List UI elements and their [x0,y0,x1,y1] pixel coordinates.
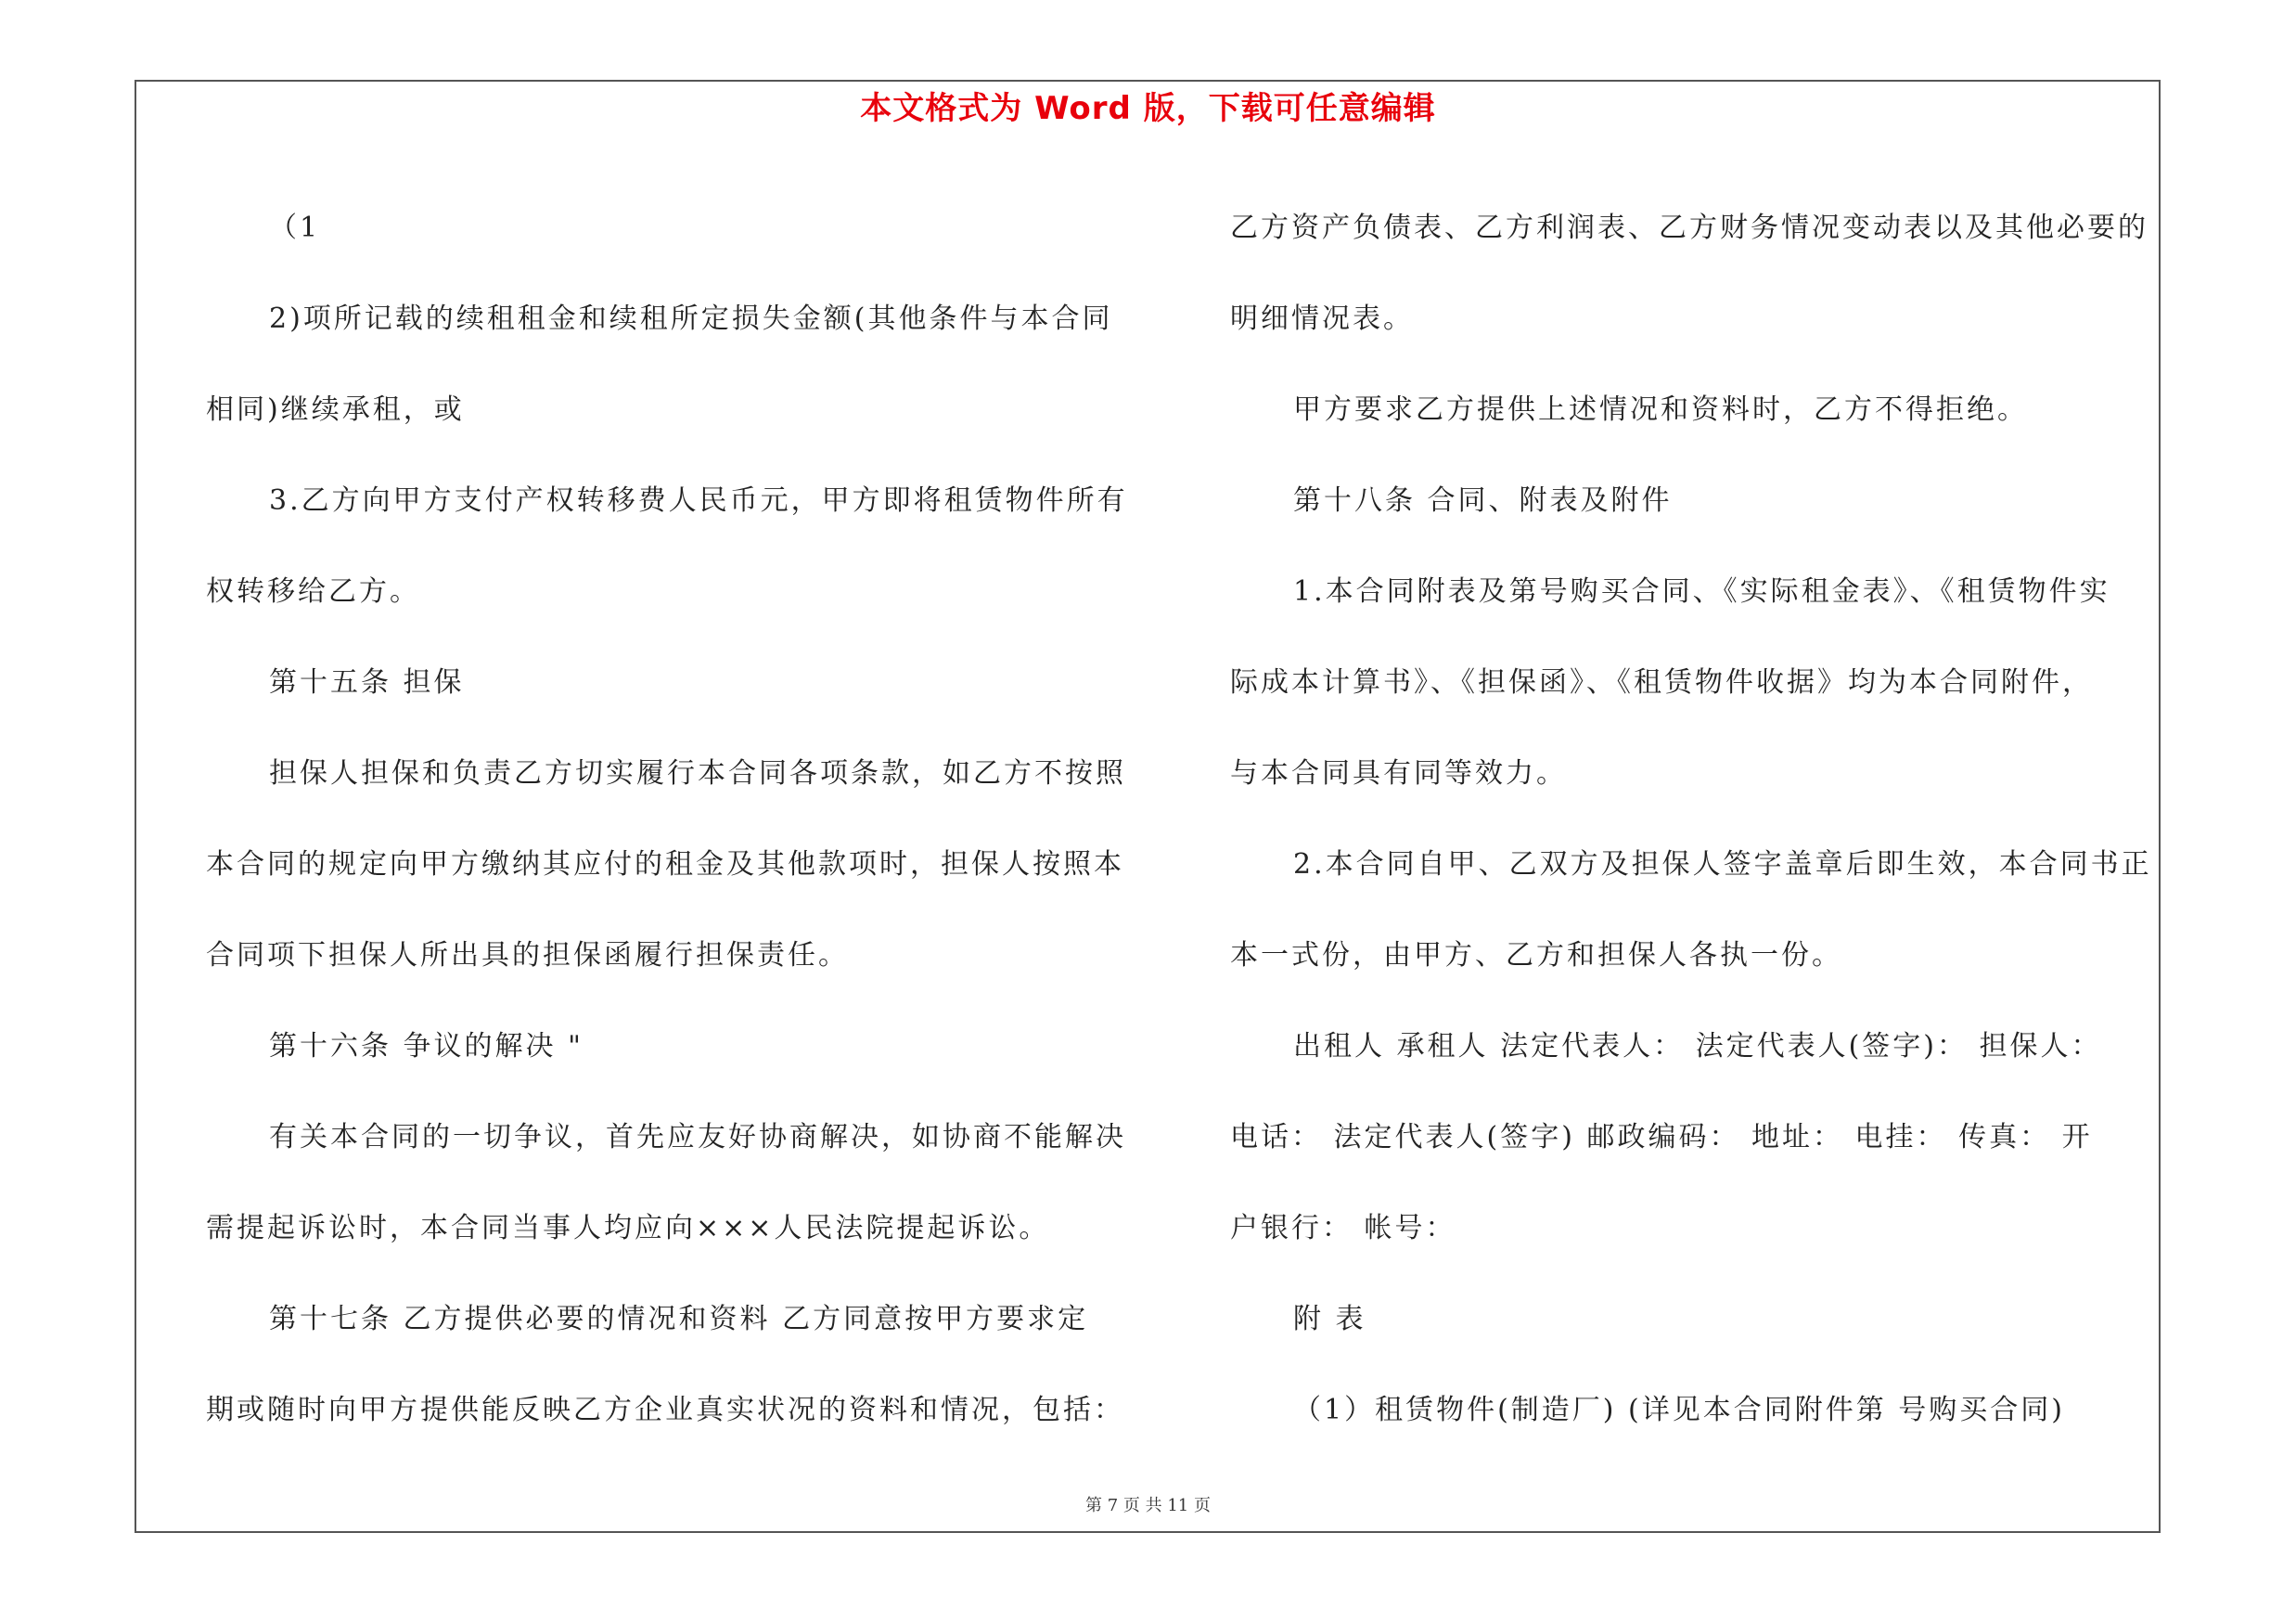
paragraph-line: 相同)继续承租，或 [206,393,465,426]
paragraph-line: 明细情况表。 [1230,303,1414,335]
page-number: 第 7 页 共 11 页 [1085,1496,1211,1515]
paragraph-line: 第十五条 担保 [269,666,465,699]
paragraph-line: （1 [269,212,321,244]
paragraph-line: 需提起诉讼时，本合同当事人均应向×××人民法院提起诉讼。 [206,1212,1050,1244]
paragraph-line: 第十七条 乙方提供必要的情况和资料 乙方同意按甲方要求定 [269,1303,1089,1335]
paragraph-line: 担保人担保和负责乙方切实履行本合同各项条款，如乙方不按照 [269,757,1126,790]
paragraph-line: 合同项下担保人所出具的担保函履行担保责任。 [206,939,849,972]
left-column [206,183,1134,1456]
paragraph-line: 有关本合同的一切争议，首先应友好协商解决，如协商不能解决 [269,1121,1126,1153]
paragraph-line: 本合同的规定向甲方缴纳其应付的租金及其他款项时，担保人按照本 [206,848,1124,881]
paragraph-line: 际成本计算书》、《担保函》、《租赁物件收据》均为本合同附件， [1230,666,2093,699]
paragraph-line: 甲方要求乙方提供上述情况和资料时，乙方不得拒绝。 [1293,393,2028,426]
right-column [1230,183,2171,1456]
paragraph-line: 2.本合同自甲、乙双方及担保人签字盖章后即生效，本合同书正 [1293,848,2152,881]
paragraph-line: 附 表 [1293,1303,1366,1335]
paragraph-line: 电话： 法定代表人(签字) 邮政编码： 地址： 电挂： 传真： 开 [1230,1121,2093,1153]
paragraph-line: 与本合同具有同等效力。 [1230,757,1567,790]
paragraph-line: 3.乙方向甲方支付产权转移费人民币元，甲方即将租赁物件所有 [269,484,1128,517]
paragraph-line: 第十六条 争议的解决 " [269,1030,584,1063]
paragraph-line: 2)项所记载的续租租金和续租所定损失金额(其他条件与本合同 [269,303,1113,335]
paragraph-line: （1）租赁物件(制造厂) (详见本合同附件第 号购买合同) [1293,1394,2065,1426]
paragraph-line: 第十八条 合同、附表及附件 [1293,484,1673,517]
paragraph-line: 乙方资产负债表、乙方利润表、乙方财务情况变动表以及其他必要的 [1230,212,2148,244]
paragraph-line: 1.本合同附表及第号购买合同、《实际租金表》、《租赁物件实 [1293,575,2110,608]
paragraph-line: 户银行： 帐号： [1230,1212,1456,1244]
paragraph-line: 权转移给乙方。 [206,575,420,608]
paragraph-line: 出租人 承租人 法定代表人： 法定代表人(签字)： 担保人： [1293,1030,2102,1063]
paragraph-line: 本一式份，由甲方、乙方和担保人各执一份。 [1230,939,1842,972]
paragraph-line: 期或随时向甲方提供能反映乙方企业真实状况的资料和情况，包括： [206,1394,1124,1426]
format-banner: 本文格式为 Word 版，下载可任意编辑 [860,90,1436,127]
